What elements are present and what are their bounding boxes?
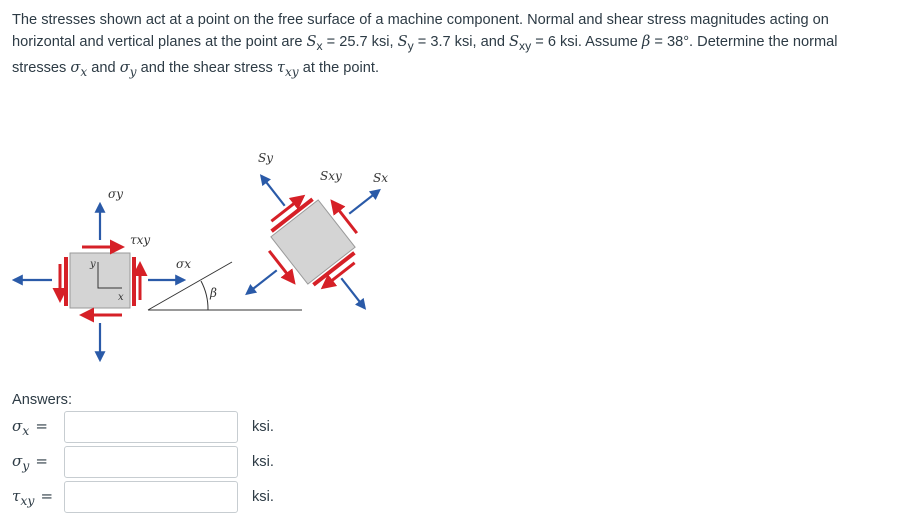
sigma-x-symbol: σ <box>70 58 81 76</box>
sigma-x-subscript: x <box>80 64 88 79</box>
sigma-y-subscript: y <box>129 64 137 79</box>
beta-label: β <box>210 286 217 300</box>
S-xy-label: Sxy <box>320 169 342 183</box>
sy-subscript: y <box>407 38 414 53</box>
answer-row-sigma-y <box>12 445 274 479</box>
problem-tail-2: at the point. <box>298 59 380 76</box>
axis-aligned-element <box>14 187 191 360</box>
Sy-arrow-up <box>261 176 284 206</box>
answer-row-sigma-x <box>12 410 274 444</box>
equals-sign: = <box>40 486 54 505</box>
S-x-label: Sx <box>373 171 388 185</box>
stress-element-figure <box>0 140 420 380</box>
tau-subscript: xy <box>284 64 299 79</box>
sxy-value: = 6 ksi. Assume <box>531 34 642 50</box>
equals-sign: = <box>35 451 48 470</box>
sigma-y-unit: ksi. <box>252 454 274 470</box>
sigma-y-symbol: σ <box>119 58 130 76</box>
S-y-label: Sy <box>258 151 273 165</box>
tau-xy-label: τxy <box>130 233 151 247</box>
beta-value: = 38° <box>650 34 690 50</box>
problem-and-2: and the shear stress <box>136 59 277 76</box>
answer-subscript: x <box>22 422 30 438</box>
answer-subscript: xy <box>20 492 35 508</box>
tau-xy-unit: ksi. <box>252 489 274 505</box>
sx-value: = 25.7 ksi, <box>322 34 398 50</box>
answer-symbol: σ <box>12 416 23 435</box>
sxy-subscript: xy <box>519 38 532 53</box>
sigma-x-answer-label <box>12 417 64 438</box>
Sx-arrow-left <box>247 270 277 293</box>
answers-label: Answers: <box>12 392 73 408</box>
answer-subscript: y <box>22 457 30 473</box>
sy-value: = 3.7 ksi, and <box>413 34 510 50</box>
angle-construction <box>148 262 302 310</box>
sx-subscript: x <box>316 38 323 53</box>
answer-symbol: τ <box>12 486 21 505</box>
beta-symbol: β <box>641 33 651 50</box>
problem-intro: The stresses shown act at a point on the free surface of a machine component. Normal and shear stress magnitudes acting on horizontal and vertical planes at the point are <box>12 12 829 50</box>
equals-sign: = <box>35 416 48 435</box>
sy-symbol: S <box>397 33 408 50</box>
problem-tail-1: . Determine the normal stresses <box>12 34 838 76</box>
answer-symbol: σ <box>12 451 23 470</box>
sigma-y-label: σy <box>108 187 123 201</box>
Sy-arrow-down <box>341 278 364 308</box>
sigma-x-unit: ksi. <box>252 419 274 435</box>
tau-xy-input[interactable] <box>64 481 238 513</box>
sxy-symbol: S <box>509 33 520 50</box>
tau-xy-answer-label <box>12 487 64 508</box>
tau-symbol: τ <box>276 58 285 76</box>
beta-arc <box>201 281 208 310</box>
problem-and-1: and <box>87 59 120 76</box>
answer-row-tau-xy <box>12 480 274 514</box>
sigma-y-input[interactable] <box>64 446 238 478</box>
Sx-arrow-right <box>349 190 379 213</box>
sigma-y-answer-label <box>12 452 64 473</box>
sigma-x-input[interactable] <box>64 411 238 443</box>
axis-y-label: y <box>90 259 96 270</box>
sx-symbol: S <box>306 33 317 50</box>
sigma-x-label: σx <box>176 257 191 271</box>
axis-x-label: x <box>118 292 124 303</box>
problem-statement <box>12 10 890 83</box>
